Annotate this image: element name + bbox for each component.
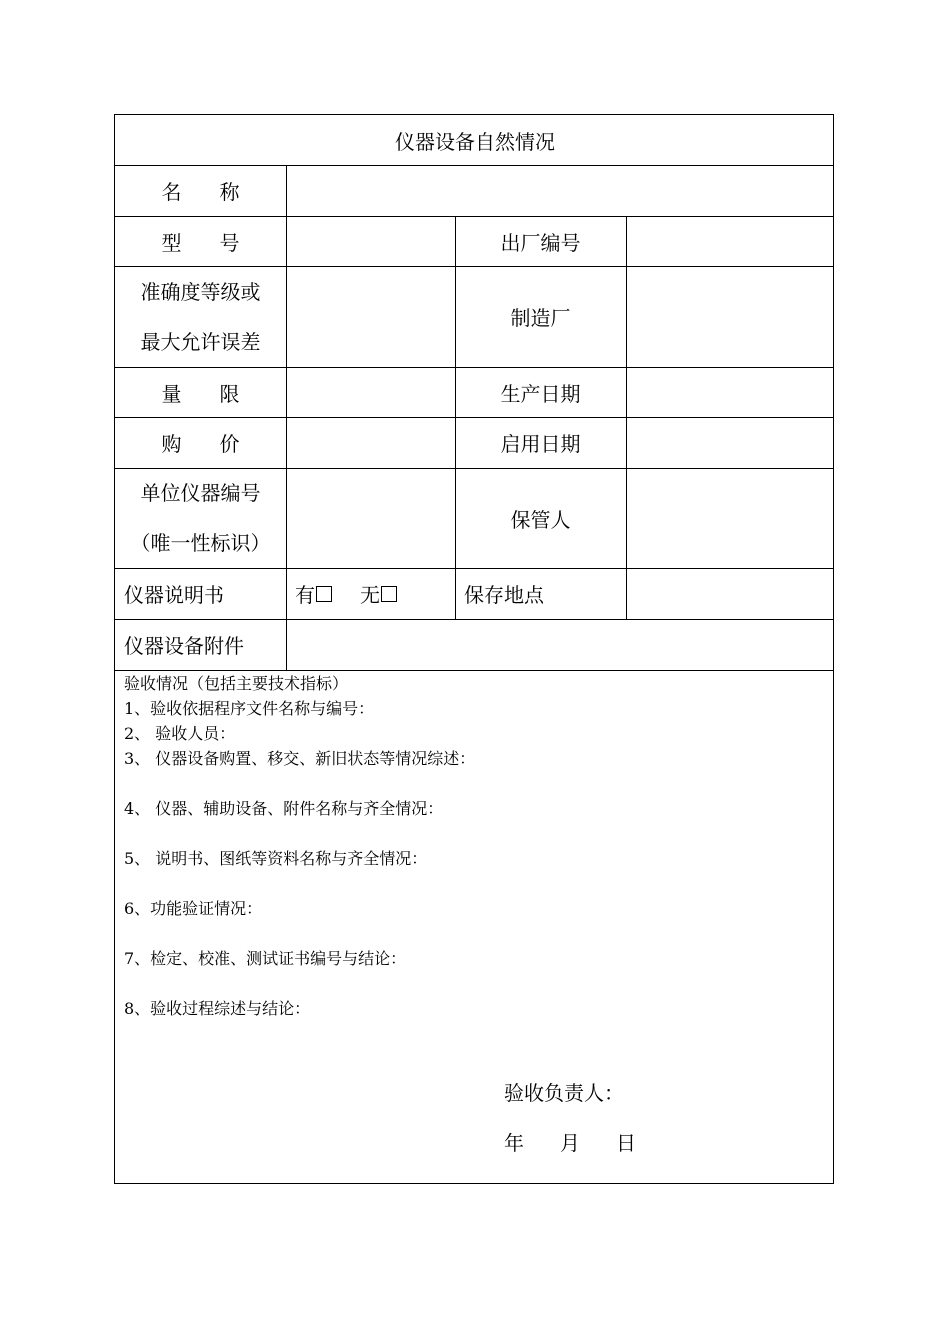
accuracy-label-line1: 准确度等级或 — [140, 279, 261, 304]
range-value-field[interactable] — [286, 367, 455, 417]
model-label-char1: 型 — [161, 230, 182, 255]
keeper-value-field[interactable] — [626, 468, 835, 568]
serial-number-value-field[interactable] — [626, 216, 835, 266]
keeper-label — [455, 468, 626, 568]
date-day: 日 — [616, 1131, 636, 1155]
range-label — [115, 367, 286, 417]
accessories-label — [115, 619, 286, 670]
keeper-label-text: 保管人 — [510, 507, 571, 532]
acceptance-item: 3、 仪器设备购置、移交、新旧状态等情况综述： — [124, 749, 476, 768]
acceptance-item: 6、功能验证情况： — [124, 899, 263, 918]
acceptance-item: 7、检定、校准、测试证书编号与结论： — [124, 949, 407, 968]
start-date-label — [455, 417, 626, 468]
start-date-label-text: 启用日期 — [500, 432, 581, 456]
model-value-field[interactable] — [286, 216, 455, 266]
start-date-value-field[interactable] — [626, 417, 835, 468]
manual-yes-checkbox[interactable] — [316, 586, 332, 602]
acceptance-item: 5、 说明书、图纸等资料名称与齐全情况： — [124, 849, 428, 868]
unit-id-label — [115, 468, 286, 568]
date-month: 月 — [560, 1131, 580, 1155]
price-label-char1: 购 — [161, 432, 182, 456]
accessories-label-text: 仪器设备附件 — [124, 634, 244, 658]
serial-number-label — [455, 216, 626, 266]
price-label-char2: 价 — [219, 432, 240, 456]
location-label-text: 保存地点 — [464, 583, 544, 607]
signer-label — [504, 1077, 624, 1106]
model-label — [115, 216, 286, 266]
manufacturer-label-text: 制造厂 — [510, 306, 571, 330]
acceptance-section — [124, 671, 825, 1021]
manual-options — [286, 568, 455, 619]
manual-label — [115, 568, 286, 619]
manual-no-checkbox[interactable] — [381, 586, 397, 602]
date-year: 年 — [504, 1131, 524, 1155]
manufacturer-label — [455, 266, 626, 367]
unit-id-label-line2: （唯一性标识） — [130, 531, 271, 555]
range-label-char1: 量 — [161, 381, 182, 406]
accuracy-value-field[interactable] — [286, 266, 455, 367]
name-label-char2: 称 — [219, 180, 240, 204]
instrument-acceptance-form — [114, 114, 834, 1184]
manufacturer-value-field[interactable] — [626, 266, 835, 367]
serial-number-label-text: 出厂编号 — [500, 230, 581, 255]
acceptance-item: 8、验收过程综述与结论： — [124, 999, 311, 1018]
form-title — [115, 115, 835, 165]
price-value-field[interactable] — [286, 417, 455, 468]
model-label-char2: 号 — [219, 230, 240, 255]
name-value-field[interactable] — [286, 165, 835, 216]
name-label-char1: 名 — [161, 180, 182, 204]
form-title-text: 仪器设备自然情况 — [395, 129, 555, 154]
manual-label-text: 仪器说明书 — [124, 583, 224, 607]
signer-label-text: 验收负责人： — [504, 1081, 624, 1105]
unit-id-value-field[interactable] — [286, 468, 455, 568]
name-label — [115, 165, 286, 216]
location-value-field[interactable] — [626, 568, 835, 619]
production-date-value-field[interactable] — [626, 367, 835, 417]
production-date-label — [455, 367, 626, 417]
accessories-value-field[interactable] — [286, 619, 835, 670]
production-date-label-text: 生产日期 — [500, 381, 581, 406]
manual-yes-label: 有 — [295, 583, 315, 607]
acceptance-item: 4、 仪器、辅助设备、附件名称与齐全情况： — [124, 799, 444, 818]
price-label — [115, 417, 286, 468]
accuracy-label-line2: 最大允许误差 — [140, 329, 261, 354]
manual-no-label: 无 — [360, 583, 380, 607]
accuracy-label — [115, 266, 286, 367]
unit-id-label-line1: 单位仪器编号 — [140, 481, 261, 505]
acceptance-item: 2、 验收人员： — [124, 724, 236, 743]
sign-date — [504, 1127, 636, 1156]
location-label — [455, 568, 626, 619]
acceptance-item: 1、验收依据程序文件名称与编号： — [124, 699, 375, 718]
acceptance-heading: 验收情况（包括主要技术指标） — [124, 674, 349, 693]
range-label-char2: 限 — [219, 381, 240, 406]
